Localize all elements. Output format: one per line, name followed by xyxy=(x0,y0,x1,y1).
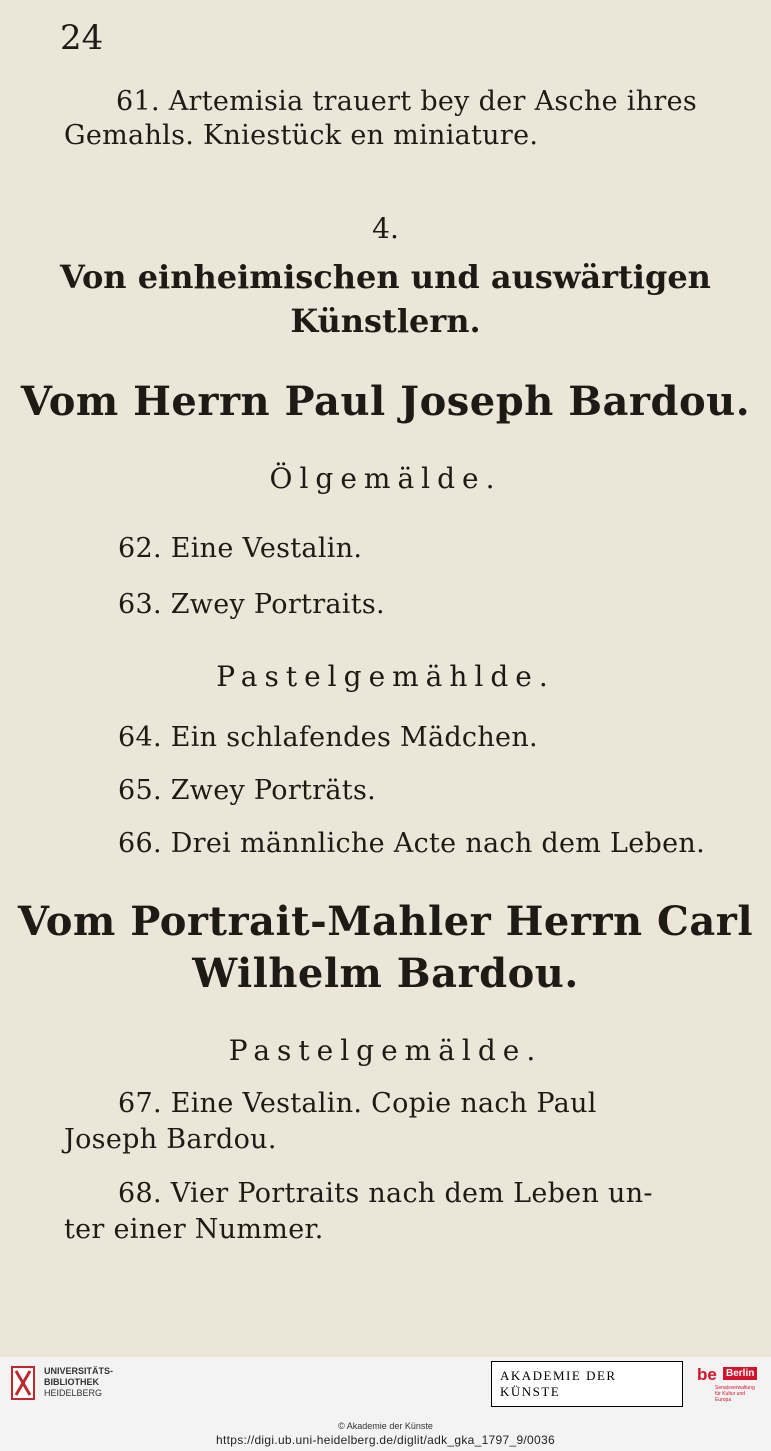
entry-62: 62. Eine Vestalin. xyxy=(118,533,363,564)
heidelberg-library-logo-icon[interactable] xyxy=(10,1365,36,1401)
senate-label: Senatsverwaltung für Kultur und Europa xyxy=(715,1385,755,1403)
section-number: 4. xyxy=(372,212,399,245)
entry-63: 63. Zwey Portraits. xyxy=(118,589,385,620)
entry-67-continuation: Joseph Bardou. xyxy=(64,1124,277,1155)
copyright-notice: © Akademie der Künste xyxy=(338,1421,433,1431)
be-berlin-logo[interactable] xyxy=(695,1365,761,1405)
page-url-link[interactable]: https://digi.ub.uni-heidelberg.de/diglit/adk_gka_1797_9/0036 xyxy=(216,1433,555,1447)
entry-67: 67. Eine Vestalin. Copie nach Paul xyxy=(118,1088,597,1119)
section-title-line2: Künstlern. xyxy=(290,302,481,340)
entry-68-continuation: ter einer Nummer. xyxy=(64,1214,324,1245)
university-library-label[interactable] xyxy=(44,1366,113,1399)
artist-heading-paul-joseph-bardou: Vom Herrn Paul Joseph Bardou. xyxy=(20,378,751,425)
uni-line-2: BIBLIOTHEK xyxy=(44,1377,99,1387)
artist-heading-carl-line1: Vom Portrait-Mahler Herrn Carl xyxy=(17,898,754,945)
section-title-line1: Von einheimischen und auswärtigen xyxy=(60,258,711,296)
viewer-footer xyxy=(0,1357,771,1451)
category-pastelgemaelde: Pastelgemälde. xyxy=(228,1034,543,1067)
entry-66: 66. Drei männliche Acte nach dem Leben. xyxy=(118,828,705,859)
akademie-label: AKADEMIE DER KÜNSTE xyxy=(491,1361,683,1407)
entry-61: 61. Artemisia trauert bey der Asche ihres xyxy=(116,86,698,117)
akademie-der-kuenste-logo[interactable] xyxy=(491,1367,683,1401)
entry-64: 64. Ein schlafendes Mädchen. xyxy=(118,722,538,753)
uni-line-3: HEIDELBERG xyxy=(44,1388,103,1398)
category-pastelgemaehlde: Pastelgemählde. xyxy=(216,660,555,693)
berlin-logo-text: Berlin xyxy=(723,1367,757,1380)
be-logo-text: be xyxy=(697,1365,717,1384)
entry-65: 65. Zwey Porträts. xyxy=(118,775,376,806)
category-oelgemaelde: Ölgemälde. xyxy=(269,462,502,495)
entry-61-continuation: Gemahls. Kniestück en miniature. xyxy=(64,120,539,151)
artist-heading-carl-line2: Wilhelm Bardou. xyxy=(192,950,579,997)
page-number: 24 xyxy=(60,18,104,58)
uni-line-1: UNIVERSITÄTS- xyxy=(44,1366,114,1376)
entry-68: 68. Vier Portraits nach dem Leben un- xyxy=(118,1178,653,1209)
